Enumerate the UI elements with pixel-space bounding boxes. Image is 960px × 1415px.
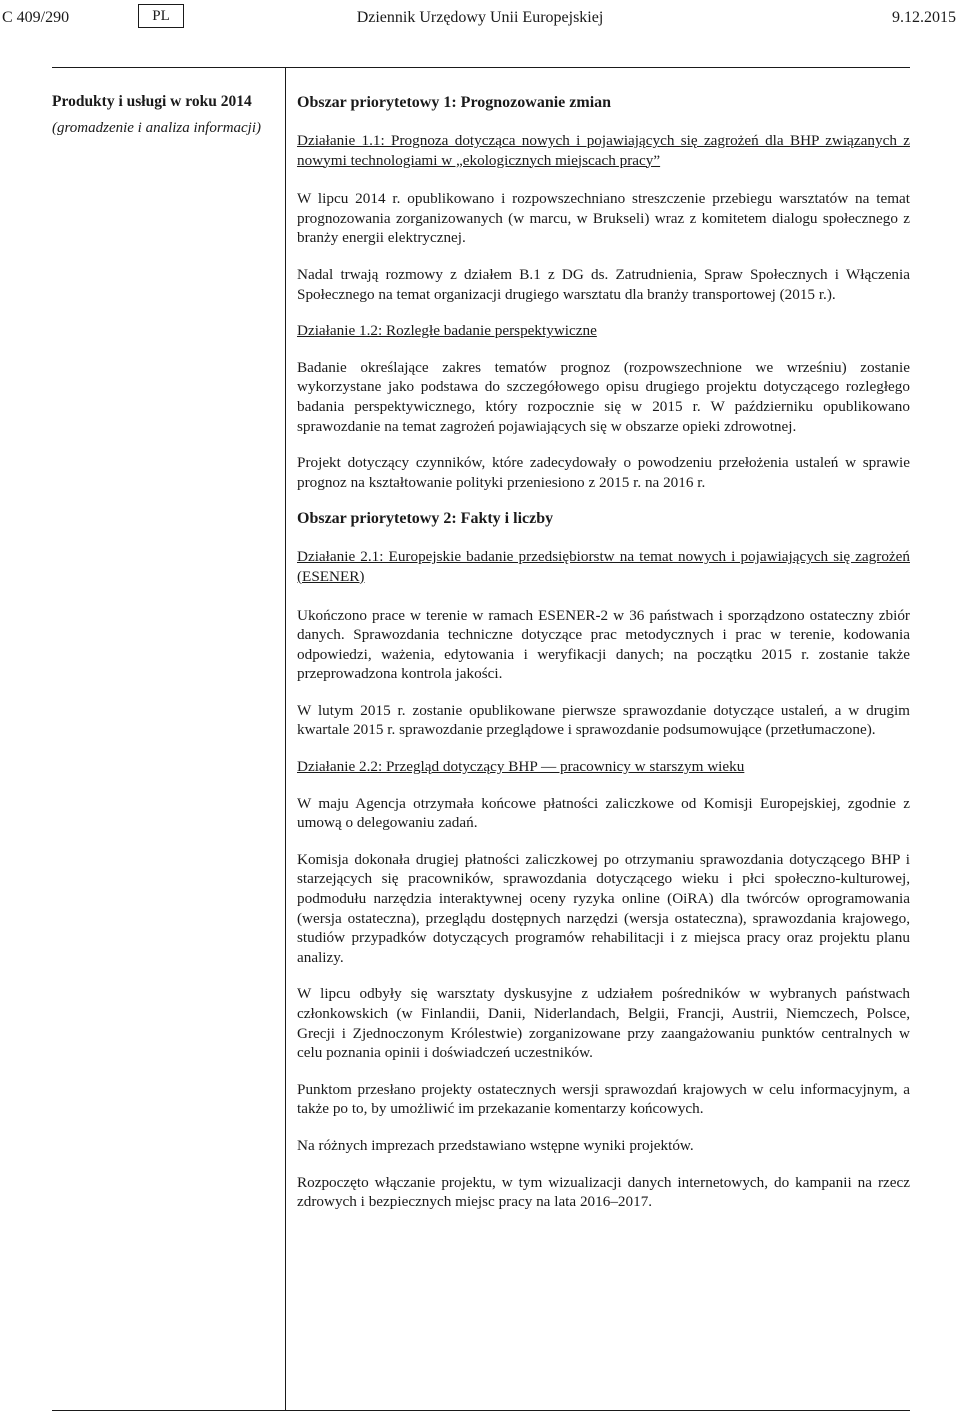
publication-date: 9.12.2015 [892,9,956,26]
language-badge: PL [138,4,184,28]
paragraph-2: Nadal trwają rozmowy z działem B.1 z DG ds. Zatrudnienia, Spraw Społecznych i Włączenia Społecznego na temat organizacji drugiego warsztatu dla branży transportowej (2015 r.). [297,265,910,303]
page-header [0,0,960,40]
paragraph-7: W maju Agencja otrzymała końcowe płatności zaliczkowe od Komisji Europejskiej, zgodnie z umową o delegowaniu zadań. [297,794,910,832]
paragraph-4: Projekt dotyczący czynników, które zadecydowały o powodzeniu przełożenia ustaleń w sprawie prognoz na kształtowanie polityki przeniesiono z 2015 r. na 2016 r. [297,454,910,491]
paragraph-9: W lipcu odbyły się warsztaty dyskusyjne z udziałem pośredników w wybranych państwach członkowskich (w Finlandii, Danii, Niderlandach, Belgii, Francji, Austrii, Niemczech, Polsce, Grecji i Zjednoczonym Królestwie) zorganizowane przy zaangażowaniu punktów centralnych w celu poznania opinii i doświadczeń uczestników. [297,985,910,1062]
action-2-2-heading: Działanie 2.2: Przegląd dotyczący BHP — pracownicy w starszym wieku [297,758,745,776]
paragraph-12: Rozpoczęto włączanie projektu, w tym wizualizacji danych internetowych, do kampanii na rzecz zdrowych i bezpiecznych miejsc pracy na lata 2016–2017. [297,1173,910,1211]
action-1-1-heading: Działanie 1.1: Prognoza dotycząca nowych i pojawiających się zagrożeń dla BHP związanych z nowymi technologiami w „ekologicznych miejscach pracy” [297,132,910,169]
products-services-subtitle: (gromadzenie i analiza informacji) [52,120,262,136]
paragraph-1: W lipcu 2014 r. opublikowano i rozpowszechniano streszczenie przebiegu warsztatów na temat prognozowania zorganizowanych (w marcu, w Brukseli) wraz z komitetem dialogu społecznego z branży energii elektrycznej. [297,190,910,247]
paragraph-3: Badanie określające zakres tematów prognoz (rozpowszechnione we wrześniu) zostanie wykorzystane jako podstawa do szczegółowego opisu drugiego projektu dotyczącego rozległego badania perspektywicznego, który rozpocznie się w 2015 r. W październiku opublikowano sprawozdanie na temat zagrożeń pojawiających się w obszarze opieki zdrowotnej. [297,358,910,435]
action-1-2-heading: Działanie 1.2: Rozległe badanie perspektywiczne [297,322,597,340]
paragraph-11: Na różnych imprezach przedstawiano wstępne wyniki projektów. [297,1136,694,1154]
paragraph-10: Punktom przesłano projekty ostatecznych wersji sprawozdań krajowych w celu informacyjnym, a także po to, by umożliwić im przekazanie komentarzy końcowych. [297,1080,910,1118]
main-column [297,92,910,1212]
paragraph-5: Ukończono prace w terenie w ramach ESENER-2 w 36 państwach i sporządzono ostateczny zbiór danych. Sprawozdania techniczne dotyczące prac metodycznych i prac w terenie, kodowania odpowiedzi, ważenia, edytowania i weryfikacji danych; na początku 2015 r. zostanie także przeprowadzona kontrola jakości. [297,606,910,683]
journal-title: Dziennik Urzędowy Unii Europejskiej [356,9,604,26]
priority-area-1-heading: Obszar priorytetowy 1: Prognozowanie zmian [297,94,612,111]
action-2-1-heading: Działanie 2.1: Europejskie badanie przedsiębiorstw na temat nowych i pojawiających się zagrożeń (ESENER) [297,548,910,585]
products-services-title: Produkty i usługi w roku 2014 [52,93,252,110]
left-column [52,92,277,138]
table-bottom-rule [52,1410,910,1411]
document-reference: C 409/290 [2,9,70,26]
paragraph-6: W lutym 2015 r. zostanie opublikowane pierwsze sprawozdanie dotyczące ustaleń, a w drugim kwartale 2015 r. sprawozdanie przeglądowe i sprawozdanie podsumowujące (przetłumaczone). [297,701,910,739]
paragraph-8: Komisja dokonała drugiej płatności zaliczkowej po otrzymaniu sprawozdania dotyczącego BHP i starzejących się pracowników, sprawozdania dotyczącego wieku i płci społeczno-kulturowej, podmodułu narzędzia interaktywnej oceny ryzyka online (OiRA) dla twórców oprogramowania (wersja ostateczna), przeglądu dostępnych narzędzi (wersja ostateczna), sprawozdania krajowego, studiów przypadków dotyczących programów rehabilitacji i z miejsca pracy oraz projektu planu analizy. [297,850,910,966]
table-top-rule [52,67,910,68]
priority-area-2-heading: Obszar priorytetowy 2: Fakty i liczby [297,510,554,528]
column-divider [285,67,286,1410]
